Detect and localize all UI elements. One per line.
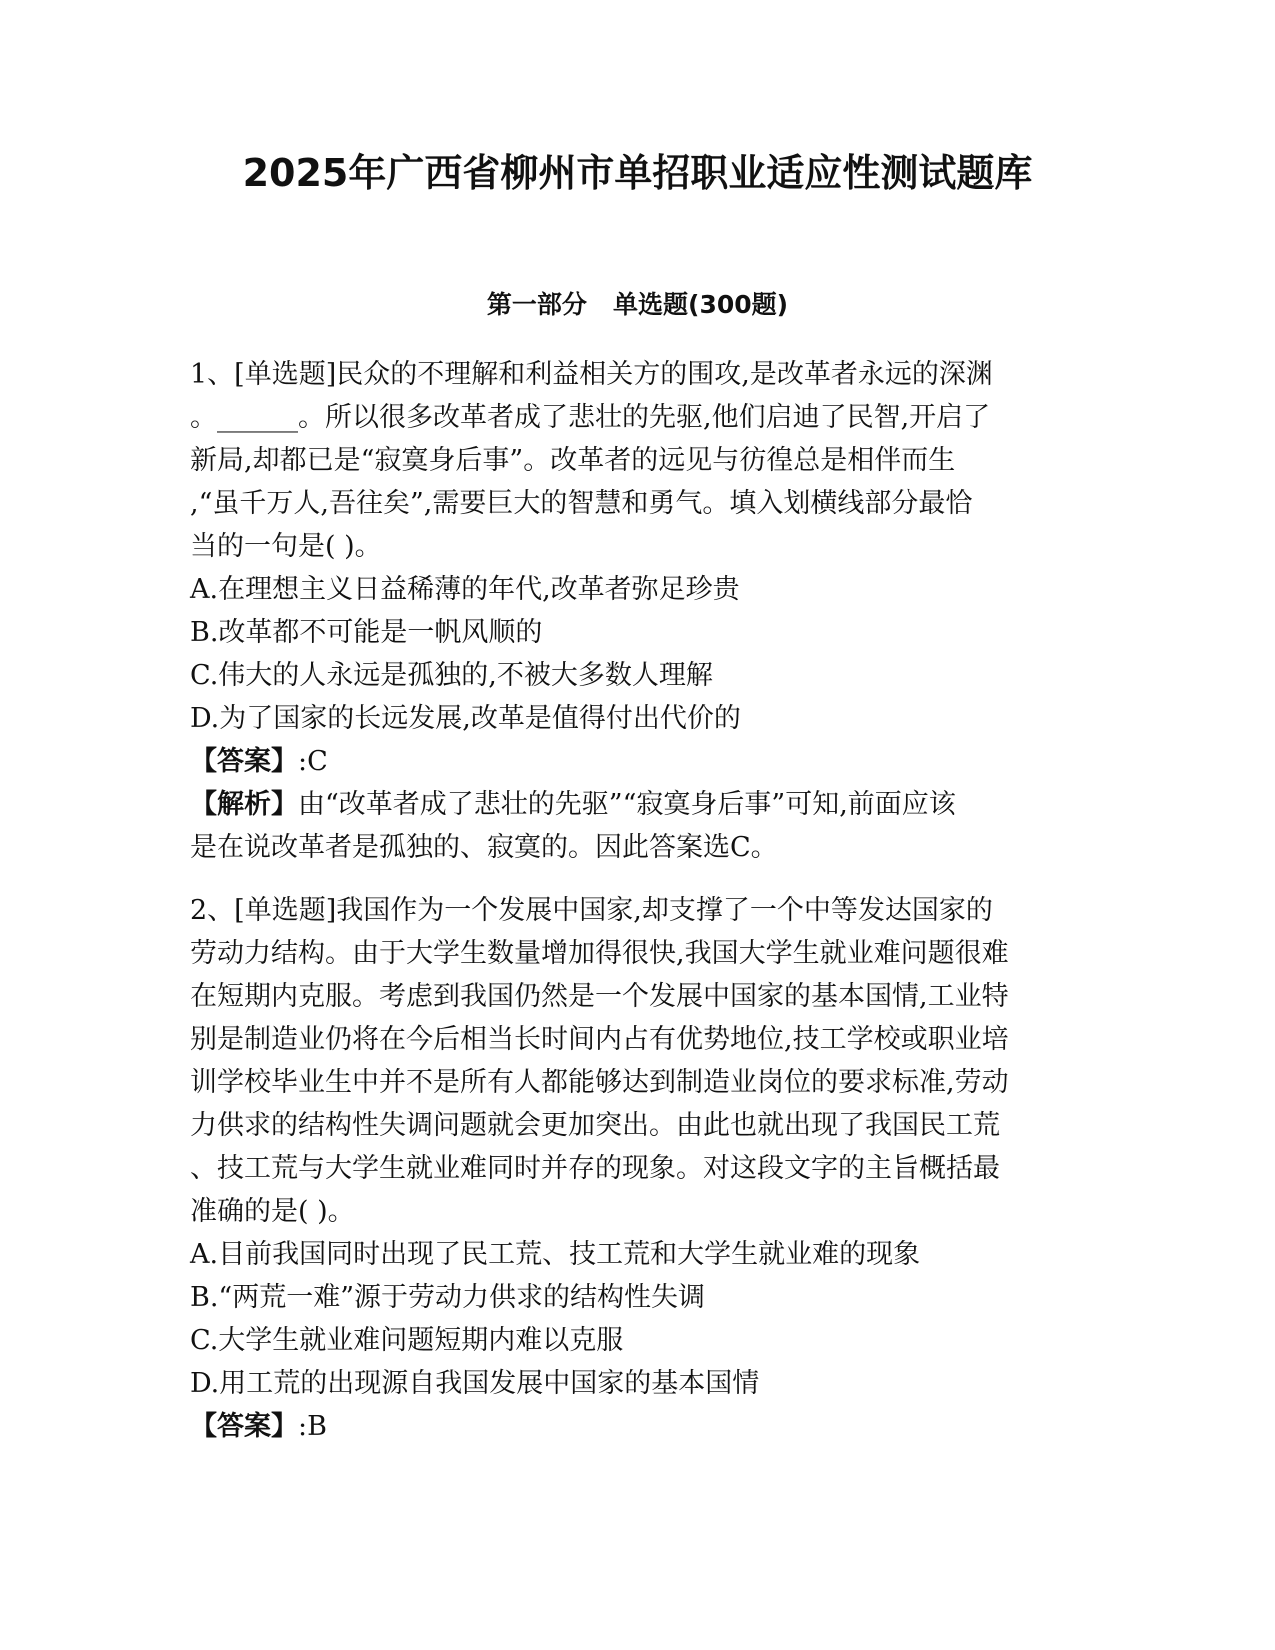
question-2 bbox=[190, 889, 1085, 1448]
question-2-stem-line-5: 训学校毕业生中并不是所有人都能够达到制造业岗位的要求标准,劳动 bbox=[190, 1067, 1009, 1098]
question-1-answer bbox=[190, 740, 1085, 783]
question-2-stem-line-3: 在短期内克服。考虑到我国仍然是一个发展中国家的基本国情,工业特 bbox=[190, 981, 1009, 1012]
question-2-answer bbox=[190, 1405, 1085, 1448]
answer-value: :C bbox=[298, 746, 328, 777]
question-1-option-d: D.为了国家的长远发展,改革是值得付出代价的 bbox=[190, 703, 741, 734]
question-1-stem-line-2: 。______。所以很多改革者成了悲壮的先驱,他们启迪了民智,开启了 bbox=[190, 402, 991, 433]
question-1 bbox=[190, 353, 1085, 869]
question-1-analysis-line-2: 是在说改革者是孤独的、寂寞的。因此答案选C。 bbox=[190, 832, 778, 863]
answer-label: 【答案】 bbox=[190, 1411, 298, 1442]
question-list bbox=[190, 353, 1085, 1468]
question-1-analysis-line-1 bbox=[190, 783, 1085, 826]
question-1-stem-line-5: 当的一句是( )。 bbox=[190, 531, 382, 562]
question-1-stem-line-3: 新局,却都已是“寂寞身后事”。改革者的远见与彷徨总是相伴而生 bbox=[190, 445, 956, 476]
question-1-option-b: B.改革都不可能是一帆风顺的 bbox=[190, 617, 543, 648]
question-2-option-d: D.用工荒的出现源自我国发展中国家的基本国情 bbox=[190, 1368, 760, 1399]
document-title: 2025年广西省柳州市单招职业适应性测试题库 bbox=[242, 151, 1033, 195]
question-2-stem-line-2: 劳动力结构。由于大学生数量增加得很快,我国大学生就业难问题很难 bbox=[190, 938, 1009, 969]
question-1-stem-line-1: 1、[单选题]民众的不理解和利益相关方的围攻,是改革者永远的深渊 bbox=[190, 359, 993, 390]
question-1-option-c: C.伟大的人永远是孤独的,不被大多数人理解 bbox=[190, 660, 713, 691]
analysis-label: 【解析】 bbox=[190, 789, 298, 820]
question-2-stem-line-4: 别是制造业仍将在今后相当长时间内占有优势地位,技工学校或职业培 bbox=[190, 1024, 1009, 1055]
question-2-stem-line-6: 力供求的结构性失调问题就会更加突出。由此也就出现了我国民工荒 bbox=[190, 1110, 1000, 1141]
question-2-option-c: C.大学生就业难问题短期内难以克服 bbox=[190, 1325, 624, 1356]
question-2-option-a: A.目前我国同时出现了民工荒、技工荒和大学生就业难的现象 bbox=[190, 1239, 921, 1270]
analysis-text: 由“改革者成了悲壮的先驱”“寂寞身后事”可知,前面应该 bbox=[298, 789, 956, 820]
question-1-stem-line-4: ,“虽千万人,吾往矣”,需要巨大的智慧和勇气。填入划横线部分最恰 bbox=[190, 488, 973, 519]
question-2-stem-line-8: 准确的是( )。 bbox=[190, 1196, 355, 1227]
answer-label: 【答案】 bbox=[190, 746, 298, 777]
answer-value: :B bbox=[298, 1411, 327, 1442]
question-2-stem-line-7: 、技工荒与大学生就业难同时并存的现象。对这段文字的主旨概括最 bbox=[190, 1153, 1000, 1184]
question-2-option-b: B.“两荒一难”源于劳动力供求的结构性失调 bbox=[190, 1282, 706, 1313]
section-title: 第一部分 单选题(300题) bbox=[486, 290, 789, 319]
question-1-option-a: A.在理想主义日益稀薄的年代,改革者弥足珍贵 bbox=[190, 574, 740, 605]
question-2-stem-line-1: 2、[单选题]我国作为一个发展中国家,却支撑了一个中等发达国家的 bbox=[190, 895, 993, 926]
